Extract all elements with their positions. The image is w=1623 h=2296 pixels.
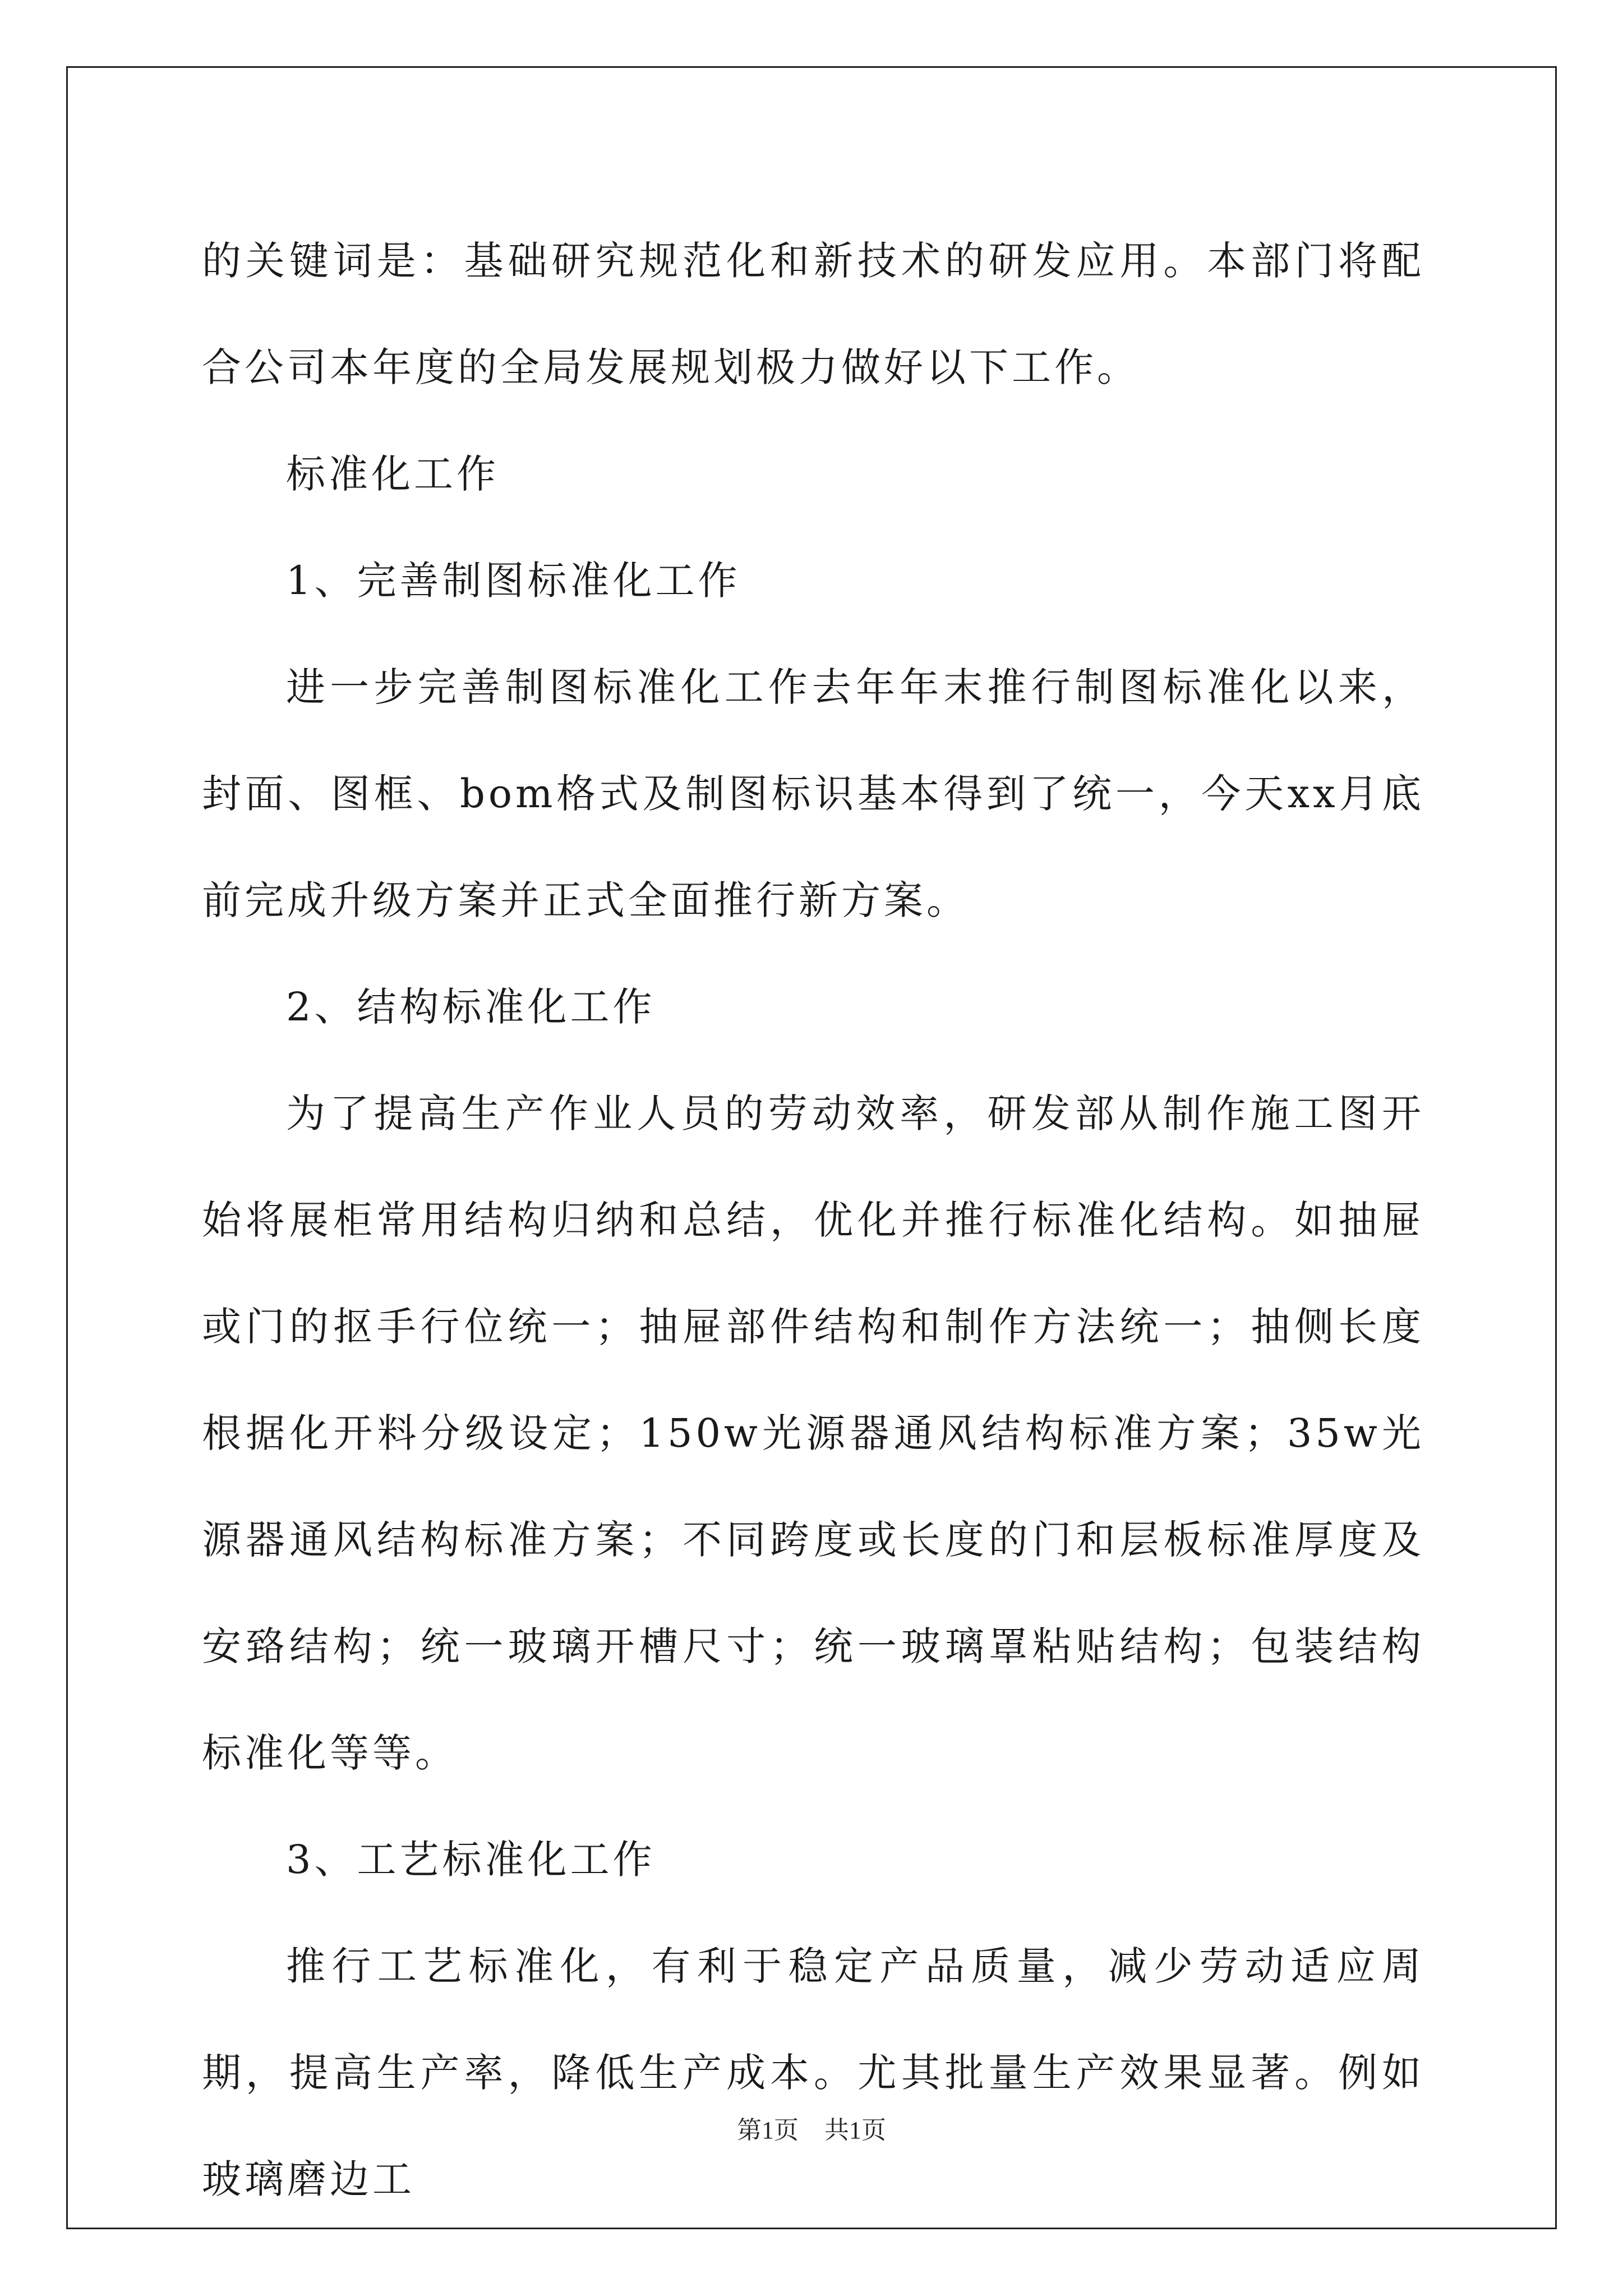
section-heading-standardization: 标准化工作 [286,451,499,497]
page-total: 共1页 [824,2116,886,2144]
paragraph-intro-continuation: 的关键词是：基础研究规范化和新技术的研发应用。本部门将配合公司本年度的全局发展规划极力做好以下工作。 [202,238,1424,390]
subheading-structure-standardization: 2、结构标准化工作 [286,984,656,1030]
paragraph-process-standardization: 推行工艺标准化，有利于稳定产品质量，减少劳动适应周期，提高生产率，降低生产成本。尤其批量生产效果显著。例如玻璃磨边工 [202,1943,1424,2202]
page-number: 第1页 [737,2116,799,2144]
paragraph-structure-standardization: 为了提高生产作业人员的劳动效率，研发部从制作施工图开始将展柜常用结构归纳和总结，优化并推行标准化结构。如抽屉或门的抠手行位统一；抽屉部件结构和制作方法统一；抽侧长度根据化开料分级设定；150w光源器通风结构标准方案；35w光源器通风结构标准方案；不同跨度或长度的门和层板标准厚度及安臵结构；统一玻璃开槽尺寸；统一玻璃罩粘贴结构；包装结构标准化等等。 [202,1091,1424,1776]
paragraph-drawing-standardization: 进一步完善制图标准化工作去年年末推行制图标准化以来，封面、图框、bom格式及制图标识基本得到了统一，今天xx月底前完成升级方案并正式全面推行新方案。 [202,664,1424,923]
subheading-process-standardization: 3、工艺标准化工作 [286,1837,656,1883]
subheading-drawing-standardization: 1、完善制图标准化工作 [286,558,741,604]
document-body [202,208,1424,2233]
page-footer [0,2114,1623,2147]
